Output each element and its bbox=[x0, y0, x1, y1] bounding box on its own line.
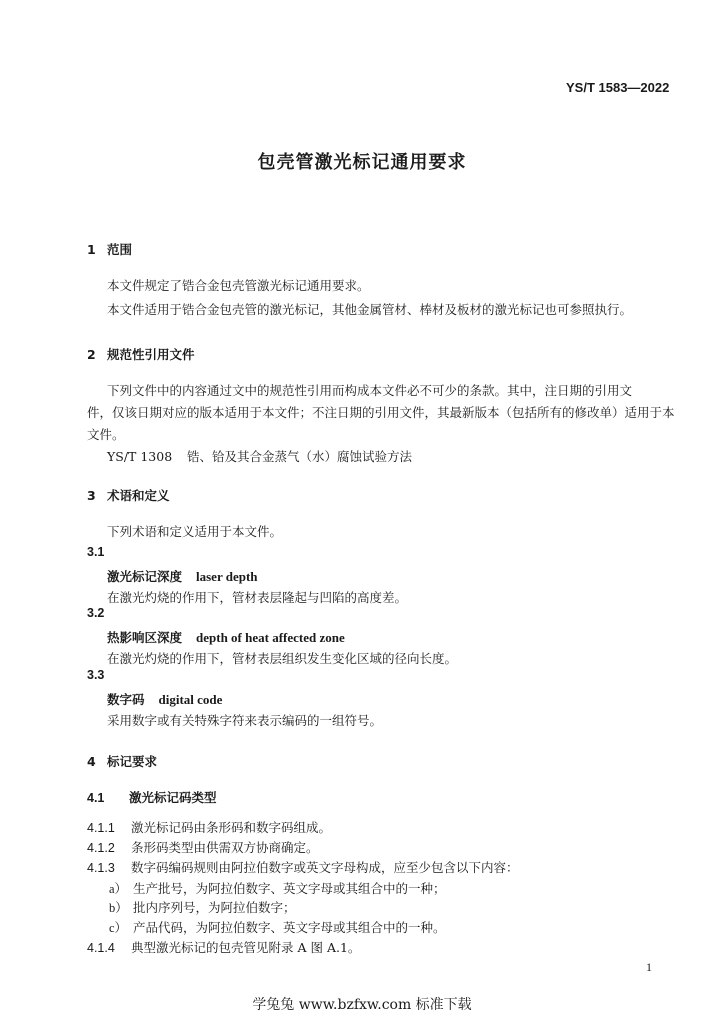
paragraph: 本文件适用于锆合金包壳管的激光标记，其他金属管材、棒材及板材的激光标记也可参照执行。 bbox=[107, 302, 633, 317]
list-item-text: 批内序列号，为阿拉伯数字； bbox=[133, 900, 296, 915]
list-item-text: 产品代码，为阿拉伯数字、英文字母或其组合中的一种。 bbox=[133, 920, 446, 935]
term-zh: 激光标记深度 bbox=[107, 569, 183, 584]
clause bbox=[87, 818, 331, 836]
list-item bbox=[109, 879, 446, 897]
clause-number: 4.1.2 bbox=[87, 841, 115, 855]
normative-reference bbox=[107, 447, 412, 465]
paragraph-line: 文件。 bbox=[87, 427, 125, 442]
term-heading bbox=[107, 627, 345, 646]
paragraph-line: 件，仅该日期对应的版本适用于本文件；不注日期的引用文件，其最新版本（包括所有的修改单）适用于本 bbox=[87, 405, 675, 420]
section-2-heading bbox=[87, 345, 195, 363]
paragraph: 下列术语和定义适用于本文件。 bbox=[107, 524, 283, 539]
standard-number: YS/T 1583—2022 bbox=[566, 80, 670, 95]
reference-code: YS/T 1308 bbox=[107, 449, 173, 464]
section-title: 标记要求 bbox=[107, 754, 158, 769]
term-definition: 采用数字或有关特殊字符来表示编码的一组符号。 bbox=[107, 713, 383, 728]
clause-text: 数字码编码规则由阿拉伯数字或英文字母构成，应至少包含以下内容： bbox=[131, 860, 519, 875]
section-number: 2 bbox=[87, 347, 96, 362]
clause-number: 4.1.4 bbox=[87, 941, 115, 955]
page-number: 1 bbox=[646, 960, 652, 974]
section-number: 1 bbox=[87, 242, 96, 257]
subsection-number: 4.1 bbox=[87, 791, 105, 805]
section-title: 规范性引用文件 bbox=[107, 347, 195, 362]
term-number: 3.1 bbox=[87, 545, 105, 559]
subsection-heading bbox=[87, 788, 217, 806]
section-title: 术语和定义 bbox=[107, 488, 170, 503]
term-en: depth of heat affected zone bbox=[196, 630, 345, 645]
list-item-text: 生产批号，为阿拉伯数字、英文字母或其组合中的一种； bbox=[133, 881, 446, 896]
list-item bbox=[109, 918, 446, 936]
document-title: 包壳管激光标记通用要求 bbox=[257, 152, 467, 173]
term-en: laser depth bbox=[196, 569, 258, 584]
clause bbox=[87, 838, 319, 856]
clause bbox=[87, 858, 519, 876]
clause-number: 4.1.1 bbox=[87, 821, 115, 835]
term-zh: 数字码 bbox=[107, 692, 145, 707]
term-heading bbox=[107, 566, 258, 585]
term-number: 3.2 bbox=[87, 606, 105, 620]
footer-watermark: 学兔兔 www.bzfxw.com 标准下载 bbox=[252, 997, 472, 1013]
list-item bbox=[109, 898, 296, 916]
term-definition: 在激光灼烧的作用下，管材表层隆起与凹陷的高度差。 bbox=[107, 590, 408, 605]
clause-number: 4.1.3 bbox=[87, 861, 115, 875]
section-3-heading bbox=[87, 486, 170, 504]
term-zh: 热影响区深度 bbox=[107, 630, 183, 645]
section-number: 3 bbox=[87, 488, 96, 503]
section-number: 4 bbox=[87, 754, 96, 769]
term-en: digital code bbox=[158, 692, 223, 707]
clause bbox=[87, 938, 360, 956]
section-title: 范围 bbox=[107, 242, 133, 257]
list-item-label: c） bbox=[109, 921, 128, 935]
clause-text: 激光标记码由条形码和数字码组成。 bbox=[131, 820, 332, 835]
subsection-title: 激光标记码类型 bbox=[129, 790, 217, 805]
clause-text: 典型激光标记的包壳管见附录 A 图 A.1。 bbox=[131, 940, 361, 955]
list-item-label: a） bbox=[109, 882, 128, 896]
section-4-heading bbox=[87, 752, 157, 770]
reference-title: 锆、铪及其合金蒸气（水）腐蚀试验方法 bbox=[187, 449, 413, 464]
term-number: 3.3 bbox=[87, 668, 105, 682]
clause-text: 条形码类型由供需双方协商确定。 bbox=[131, 840, 319, 855]
term-heading bbox=[107, 689, 222, 708]
term-definition: 在激光灼烧的作用下，管材表层组织发生变化区域的径向长度。 bbox=[107, 651, 458, 666]
paragraph: 本文件规定了锆合金包壳管激光标记通用要求。 bbox=[107, 278, 370, 293]
list-item-label: b） bbox=[109, 901, 128, 915]
section-1-heading bbox=[87, 240, 132, 258]
paragraph-line: 下列文件中的内容通过文中的规范性引用而构成本文件必不可少的条款。其中，注日期的引用文 bbox=[107, 383, 633, 398]
